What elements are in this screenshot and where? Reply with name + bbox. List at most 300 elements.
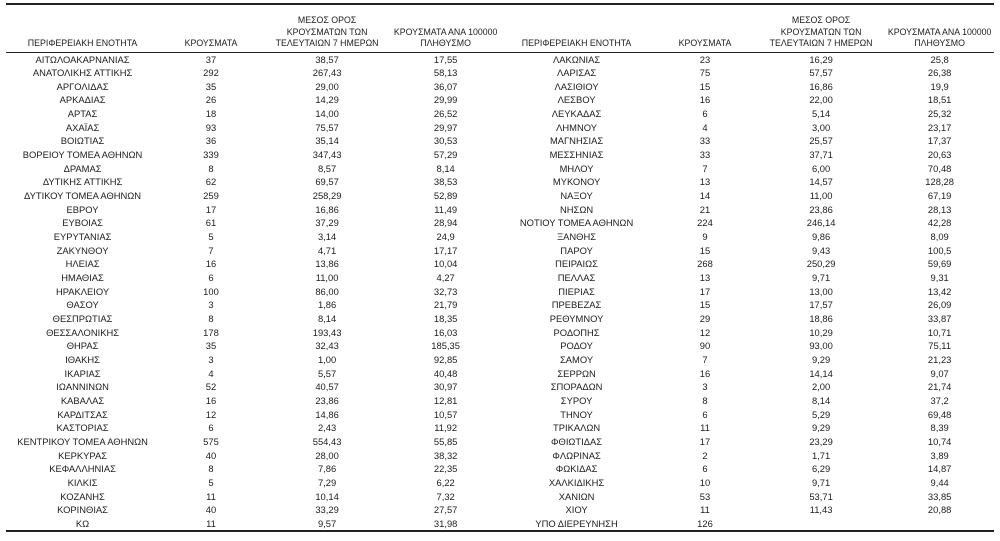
table-row [500,353,994,367]
header-row [500,4,994,52]
column-header-avg-7day: ΜΕΣΟΣ ΟΡΟΣ ΚΡΟΥΣΜΑΤΩΝ ΤΩΝ ΤΕΛΕΥΤΑΙΩΝ 7 ΗΜΕΡΩΝ [757,4,885,52]
region-cell: ΦΛΩΡΙΝΑΣ [552,449,601,461]
table-row [500,394,994,408]
avg-7day-cell: 9,71 [811,476,831,488]
table-row [500,449,994,463]
per-100k-cell: 28,94 [433,217,458,229]
per-100k-cell: 3,89 [930,449,949,461]
region-cell: ΧΑΛΚΙΔΙΚΗΣ [548,476,605,488]
region-cell: ΚΟΡΙΝΘΙΑΣ [57,504,108,516]
table-body-left [6,52,500,531]
table-row [500,216,994,230]
cases-cell: 3 [208,353,214,365]
table-row [6,449,500,463]
avg-7day-cell: 23,86 [315,394,339,406]
avg-7day-cell: 75,57 [315,121,339,133]
avg-7day-cell: 5,14 [811,108,831,120]
per-100k-cell: 16,03 [433,326,458,338]
cases-cell: 259 [203,190,219,202]
table-row [6,367,500,381]
avg-7day-cell: 8,14 [317,312,337,324]
column-header-avg-7day: ΜΕΣΟΣ ΟΡΟΣ ΚΡΟΥΣΜΑΤΩΝ ΤΩΝ ΤΕΛΕΥΤΑΙΩΝ 7 ΗΜΕΡΩΝ [263,4,391,52]
region-cell: ΣΠΟΡΑΔΩΝ [550,381,603,393]
avg-7day-cell: 9,29 [811,422,831,434]
cases-cell: 8 [208,312,214,324]
region-cell: ΛΑΣΙΘΙΟΥ [554,80,599,92]
cases-cell: 12 [205,408,217,420]
table-row [6,380,500,394]
cases-cell: 4 [208,367,214,379]
avg-7day-cell: 14,29 [315,94,339,106]
table-row [6,326,500,340]
cases-cell: 61 [205,217,217,229]
region-cell: ΣΥΡΟΥ [560,394,593,406]
table-row [6,353,500,367]
avg-7day-cell: 10,14 [315,490,339,502]
per-100k-cell: 19,9 [930,80,949,92]
per-100k-cell: 20,63 [927,149,952,161]
per-100k-cell: 20,88 [927,504,952,516]
table-row [6,52,500,66]
per-100k-cell: 21,23 [927,353,952,365]
region-cell: ΝΟΤΙΟΥ ΤΟΜΕΑ ΑΘΗΝΩΝ [519,217,634,229]
cases-cell: 35 [205,340,217,352]
table-row [500,312,994,326]
per-100k-cell: 17,17 [433,244,458,256]
cases-cell: 40 [205,449,217,461]
avg-7day-cell: 14,86 [315,408,339,420]
regional-units-table [6,3,994,532]
cases-cell: 52 [205,381,217,393]
table-row [6,203,500,217]
per-100k-cell: 21,79 [433,299,458,311]
per-100k-cell: 28,13 [927,203,952,215]
per-100k-cell: 8,39 [930,422,949,434]
table-row [500,80,994,94]
cases-cell: 178 [203,326,219,338]
avg-7day-cell: 53,71 [809,490,833,502]
table-row [6,244,500,258]
table-row [6,408,500,422]
cases-cell: 100 [203,285,219,297]
avg-7day-cell: 10,29 [809,326,833,338]
avg-7day-cell: 347,43 [312,149,342,161]
table-body-right [500,52,994,531]
table-row [500,517,994,532]
cases-cell: 17 [699,285,711,297]
table-row [6,339,500,353]
table-row [6,435,500,449]
avg-7day-cell: 1,00 [317,353,337,365]
region-cell: ΑΙΤΩΛΟΑΚΑΡΝΑΝΙΑΣ [35,53,130,65]
region-cell: ΞΑΝΘΗΣ [557,231,597,243]
table-row [6,285,500,299]
region-cell: ΠΕΙΡΑΙΩΣ [555,258,598,270]
cases-cell: 2 [702,449,708,461]
table-row [6,257,500,271]
avg-7day-cell: 5,29 [811,408,831,420]
table-header-left [6,4,500,52]
table-row [500,148,994,162]
cases-cell: 53 [699,490,711,502]
table-right-half [500,3,994,532]
per-100k-cell: 18,35 [433,312,458,324]
table-row [6,134,500,148]
avg-7day-cell: 3,00 [811,121,831,133]
per-100k-cell: 10,57 [433,408,458,420]
table-row [6,189,500,203]
table-row [500,162,994,176]
region-cell: ΔΥΤΙΚΟΥ ΤΟΜΕΑ ΑΘΗΝΩΝ [24,190,142,202]
region-cell: ΘΕΣΣΑΛΟΝΙΚΗΣ [46,326,120,338]
table-row [500,380,994,394]
avg-7day-cell: 93,00 [809,340,833,352]
region-cell: ΣΑΜΟΥ [560,353,594,365]
region-cell: ΠΡΕΒΕΖΑΣ [551,299,602,311]
table-row [6,230,500,244]
region-cell: ΝΗΣΩΝ [560,203,594,215]
per-100k-cell: 185,35 [431,340,460,352]
cases-cell: 6 [702,108,708,120]
cases-cell: 62 [205,176,217,188]
region-cell: ΚΑΡΔΙΤΣΑΣ [57,408,108,420]
avg-7day-cell: 1,86 [317,299,337,311]
table-row [500,476,994,490]
cases-cell: 7 [702,353,708,365]
avg-7day-cell: 28,00 [315,449,339,461]
per-100k-cell: 7,32 [436,490,455,502]
region-cell: ΚΙΛΚΙΣ [67,476,98,488]
header-row [6,4,500,52]
per-100k-cell [885,517,994,532]
region-cell: ΝΑΞΟΥ [560,190,593,202]
cases-cell: 33 [699,135,711,147]
cases-cell: 15 [699,299,711,311]
region-cell: ΧΙΟΥ [565,504,588,516]
cases-cell: 575 [203,435,219,447]
per-100k-cell: 55,85 [433,435,458,447]
region-cell: ΚΑΣΤΟΡΙΑΣ [56,422,109,434]
cases-cell: 37 [205,53,217,65]
table-row [6,162,500,176]
region-cell: ΠΙΕΡΙΑΣ [558,285,595,297]
cases-cell: 6 [702,463,708,475]
avg-7day-cell [757,517,885,532]
region-cell: ΜΗΛΟΥ [559,162,594,174]
avg-7day-cell: 1,71 [811,449,831,461]
avg-7day-cell: 23,86 [809,203,833,215]
avg-7day-cell: 246,14 [806,217,836,229]
cases-cell: 4 [702,121,708,133]
table-row [500,203,994,217]
cases-cell: 33 [699,149,711,161]
cases-cell: 11 [206,490,216,502]
avg-7day-cell: 9,71 [811,272,831,283]
per-100k-cell: 75,11 [928,340,952,352]
per-100k-cell: 36,07 [433,80,458,92]
avg-7day-cell: 35,14 [315,135,339,147]
table-row [6,298,500,312]
avg-7day-cell: 6,00 [811,162,831,174]
avg-7day-cell: 2,43 [317,422,337,434]
per-100k-cell: 26,38 [927,67,952,79]
per-100k-cell: 26,52 [433,108,458,120]
region-cell: ΘΑΣΟΥ [66,299,99,311]
cases-cell: 16 [699,94,711,106]
region-cell: ΑΡΚΑΔΙΑΣ [59,94,106,106]
region-cell: ΤΡΙΚΑΛΩΝ [552,422,601,434]
per-100k-cell: 25,32 [927,108,952,120]
table-row [500,244,994,258]
avg-7day-cell: 554,43 [312,435,342,447]
cases-cell: 13 [699,176,711,188]
cases-cell: 90 [699,340,711,352]
region-cell: ΦΘΙΩΤΙΔΑΣ [551,435,603,447]
per-100k-cell: 17,37 [927,135,952,147]
cases-cell: 3 [208,299,214,311]
cases-cell: 17 [699,435,711,447]
avg-7day-cell: 2,00 [811,381,831,393]
avg-7day-cell: 32,43 [315,340,339,352]
table-row [6,121,500,135]
per-100k-cell: 9,44 [930,476,949,488]
per-100k-cell: 27,57 [433,504,458,516]
per-100k-cell: 24,9 [436,231,455,243]
column-header-cases: ΚΡΟΥΣΜΑΤΑ [653,4,757,52]
region-cell: ΡΟΔΟΠΗΣ [553,326,600,338]
per-100k-cell: 9,07 [930,367,949,379]
region-cell: ΑΡΓΟΛΙΔΑΣ [56,80,109,92]
cases-cell: 339 [203,149,219,161]
region-cell: ΚΕΝΤΡΙΚΟΥ ΤΟΜΕΑ ΑΘΗΝΩΝ [17,435,148,447]
per-100k-cell: 38,53 [433,176,458,188]
region-cell: ΛΑΡΙΣΑΣ [556,67,597,79]
region-cell: ΗΛΕΙΑΣ [65,258,100,270]
cases-cell: 15 [699,80,711,92]
per-100k-cell: 128,28 [925,176,954,188]
region-cell: ΑΝΑΤΟΛΙΚΗΣ ΑΤΤΙΚΗΣ [32,67,133,79]
per-100k-cell: 17,55 [433,53,458,65]
cases-cell: 7 [208,244,214,256]
per-100k-cell: 13,42 [927,285,952,297]
avg-7day-cell: 86,00 [315,285,339,297]
avg-7day-cell: 11,00 [809,190,833,202]
cases-cell: 6 [702,408,708,420]
avg-7day-cell: 18,86 [809,312,833,324]
table-row [6,271,500,285]
per-100k-cell: 52,89 [433,190,458,202]
avg-7day-cell: 7,29 [317,476,337,488]
region-cell: ΚΩ [75,517,90,529]
cases-cell: 292 [203,67,219,79]
table-row [500,503,994,517]
per-100k-cell: 67,19 [927,190,952,202]
region-cell: ΙΚΑΡΙΑΣ [64,367,101,379]
avg-7day-cell: 9,29 [811,353,831,365]
avg-7day-cell: 9,43 [811,244,831,256]
per-100k-cell: 8,14 [436,162,455,174]
avg-7day-cell: 22,00 [809,94,833,106]
table-row [6,66,500,80]
per-100k-cell: 12,81 [433,394,458,406]
region-cell: ΦΩΚΙΔΑΣ [555,463,598,475]
region-cell: ΚΕΦΑΛΛΗΝΙΑΣ [49,463,116,475]
table-row [500,408,994,422]
avg-7day-cell: 4,71 [317,244,337,256]
table-row [500,52,994,66]
avg-7day-cell: 11,43 [809,504,833,516]
table-row [6,107,500,121]
table-row [500,134,994,148]
cases-cell: 93 [205,121,217,133]
table-row [500,93,994,107]
region-cell: ΕΥΒΟΙΑΣ [62,217,103,229]
avg-7day-cell: 5,57 [317,367,337,379]
region-cell: ΘΕΣΠΡΩΤΙΑΣ [52,312,113,324]
per-100k-cell: 100,5 [927,244,952,256]
region-cell: ΔΥΤΙΚΗΣ ΑΤΤΙΚΗΣ [42,176,123,188]
per-100k-cell: 29,97 [433,121,458,133]
column-header-per-100k: ΚΡΟΥΣΜΑΤΑ ΑΝΑ 100000 ΠΛΗΘΥΣΜΟ [391,4,500,52]
cases-cell: 15 [699,244,711,256]
avg-7day-cell: 13,00 [809,285,833,297]
region-cell: ΙΩΑΝΝΙΝΩΝ [56,381,109,393]
per-100k-cell: 33,85 [927,490,952,502]
avg-7day-cell: 258,29 [312,190,342,202]
per-100k-cell: 59,69 [927,258,952,270]
region-cell: ΜΥΚΟΝΟΥ [552,176,601,188]
table-row [500,107,994,121]
column-header-per-100k: ΚΡΟΥΣΜΑΤΑ ΑΝΑ 100000 ΠΛΗΘΥΣΜΟ [885,4,994,52]
avg-7day-cell: 14,14 [809,367,833,379]
avg-7day-cell: 16,86 [809,80,833,92]
table-row [500,462,994,476]
region-cell: ΤΗΝΟΥ [560,408,593,420]
region-cell: ΚΕΡΚΥΡΑΣ [58,449,107,461]
region-cell: ΛΗΜΝΟΥ [556,121,597,133]
table-row [500,285,994,299]
cases-cell: 21 [699,203,711,215]
region-cell: ΕΒΡΟΥ [66,203,99,215]
avg-7day-cell: 14,00 [315,108,339,120]
per-100k-cell: 70,48 [927,162,952,174]
per-100k-cell: 6,22 [436,476,455,488]
avg-7day-cell: 40,57 [315,381,339,393]
table-row [6,517,500,532]
table-row [500,298,994,312]
avg-7day-cell: 6,29 [811,463,831,475]
table-row [6,175,500,189]
region-cell: ΠΕΛΛΑΣ [557,272,596,283]
table-row [6,148,500,162]
cases-cell: 36 [205,135,217,147]
avg-7day-cell: 25,57 [809,135,833,147]
region-cell: ΥΠΟ ΔΙΕΡΕΥΝΗΣΗ [535,517,618,529]
table-row [500,189,994,203]
table-row [6,93,500,107]
per-100k-cell: 8,09 [930,231,949,243]
avg-7day-cell: 29,00 [315,80,339,92]
per-100k-cell: 9,31 [930,272,949,283]
region-cell: ΚΟΖΑΝΗΣ [60,490,105,502]
avg-7day-cell: 3,14 [317,231,337,243]
region-cell: ΡΕΘΥΜΝΟΥ [549,312,604,324]
cases-cell: 9 [702,231,708,243]
cases-cell: 8 [702,394,708,406]
region-cell: ΜΑΓΝΗΣΙΑΣ [549,135,604,147]
avg-7day-cell: 9,57 [317,517,337,529]
per-100k-cell: 31,98 [433,517,458,529]
table-row [500,271,994,285]
region-cell: ΒΟΙΩΤΙΑΣ [60,135,105,147]
region-cell: ΧΑΝΙΩΝ [558,490,595,502]
avg-7day-cell: 23,29 [809,435,833,447]
cases-cell: 35 [205,80,217,92]
per-100k-cell: 57,29 [433,149,458,161]
table-row [6,216,500,230]
cases-cell: 23 [699,53,711,65]
cases-cell: 13 [699,272,711,283]
avg-7day-cell: 250,29 [806,258,836,270]
per-100k-cell: 14,87 [927,463,952,475]
per-100k-cell: 18,51 [927,94,952,106]
cases-cell: 7 [702,162,708,174]
table-header-right [500,4,994,52]
table-row [500,121,994,135]
region-cell: ΛΑΚΩΝΙΑΣ [552,53,601,65]
cases-cell: 17 [205,203,217,215]
cases-cell: 18 [205,108,217,120]
cases-cell: 16 [205,394,217,406]
per-100k-cell: 42,28 [927,217,952,229]
region-cell: ΗΡΑΚΛΕΙΟΥ [55,285,110,297]
region-cell: ΔΡΑΜΑΣ [63,162,102,174]
table-row [500,435,994,449]
table-row [500,326,994,340]
avg-7day-cell: 17,57 [809,299,833,311]
avg-7day-cell: 8,14 [811,394,831,406]
region-cell: ΒΟΡΕΙΟΥ ΤΟΜΕΑ ΑΘΗΝΩΝ [22,149,143,161]
region-cell: ΚΑΒΑΛΑΣ [60,394,105,406]
table-row [500,175,994,189]
cases-cell: 126 [697,517,713,529]
cases-cell: 26 [205,94,217,106]
table-left-half [6,3,500,532]
table-row [6,394,500,408]
region-cell: ΙΘΑΚΗΣ [65,353,100,365]
table-row [6,476,500,490]
region-cell: ΑΡΤΑΣ [67,108,98,120]
cases-cell: 11 [700,504,710,516]
table-row [6,421,500,435]
cases-cell: 16 [699,367,711,379]
cases-cell: 75 [699,67,711,79]
column-header-cases: ΚΡΟΥΣΜΑΤΑ [159,4,263,52]
table-row [500,257,994,271]
region-cell: ΗΜΑΘΙΑΣ [61,272,104,283]
per-100k-cell: 25,8 [930,53,949,65]
cases-cell: 5 [208,231,214,243]
per-100k-cell: 11,92 [434,422,458,434]
region-cell: ΣΕΡΡΩΝ [557,367,596,379]
per-100k-cell: 26,09 [927,299,952,311]
avg-7day-cell: 57,57 [809,67,833,79]
per-100k-cell: 23,17 [927,121,952,133]
avg-7day-cell: 37,71 [809,149,833,161]
cases-cell: 16 [205,258,217,270]
per-100k-cell: 92,85 [433,353,458,365]
avg-7day-cell: 69,57 [315,176,339,188]
